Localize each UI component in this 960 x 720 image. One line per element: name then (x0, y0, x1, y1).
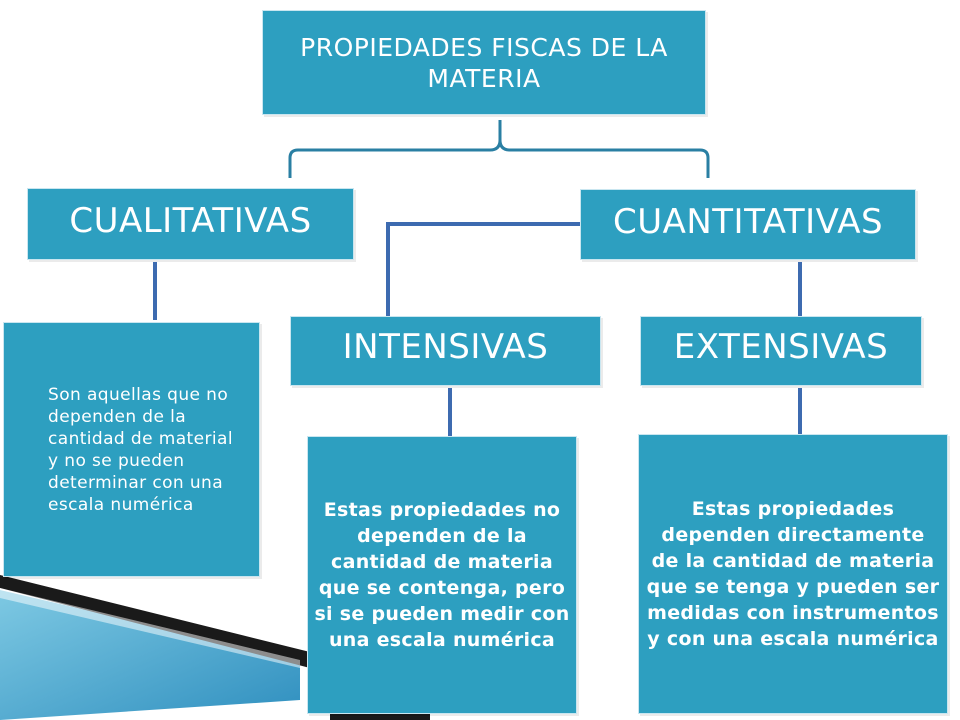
extensivas-box (640, 316, 922, 386)
extensivas-description-box (638, 434, 948, 714)
diagram-title: PROPIEDADES FISCAS DE LA MATERIA (300, 32, 668, 93)
diagram-title-box (262, 10, 706, 115)
cualitativas-description-box (3, 322, 260, 577)
cualitativas-label: CUALITATIVAS (69, 201, 312, 241)
intensivas-box (290, 316, 601, 386)
extensivas-description: Estas propiedades dependen directamente de la cantidad de materia que se tenga y pueden ser medidas con instrumentos y con una escala numérica (646, 498, 940, 650)
intensivas-description-box (307, 436, 577, 714)
cuantitativas-label: CUANTITATIVAS (612, 202, 884, 242)
intensivas-label: INTENSIVAS (342, 327, 549, 367)
title-bracket (290, 120, 708, 178)
intensivas-description: Estas propiedades no dependen de la cantidad de materia que se contenga, pero si se pueden medir con una escala numérica (314, 499, 570, 651)
cualitativas-box (27, 188, 354, 260)
cualitativas-description: Son aquellas que no dependen de la cantidad de material y no se pueden determinar con una escala numérica (48, 384, 233, 515)
connector-cuantitativas-intensivas (388, 224, 580, 316)
extensivas-label: EXTENSIVAS (673, 327, 889, 367)
cuantitativas-box (580, 189, 916, 260)
